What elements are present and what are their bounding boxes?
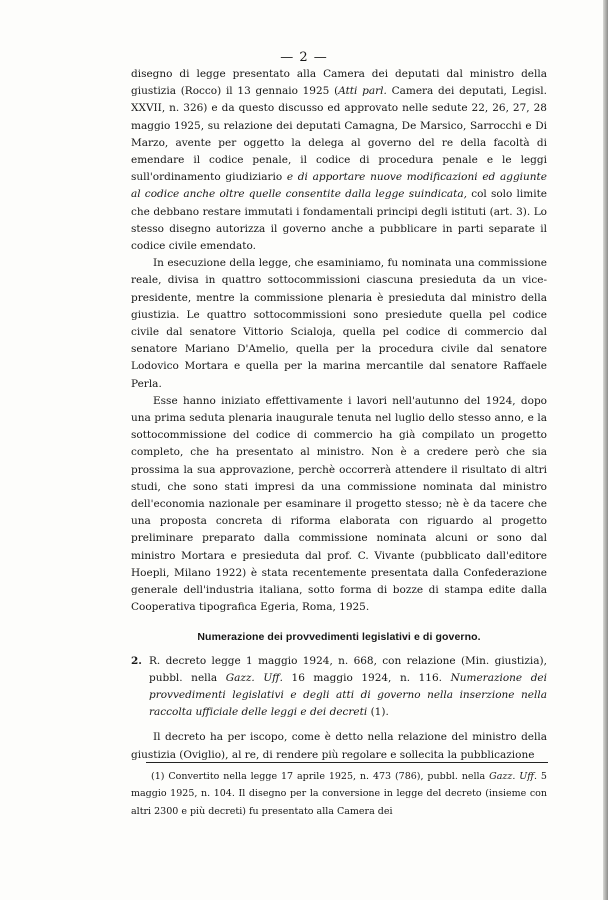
item-2-text-e: (1). bbox=[367, 706, 389, 719]
item-2-italic-title: Numerazione dei provvedimenti legislativi e degli atti di governo nella inserzione nella raccolta ufficiale delle leggi e dei decreti bbox=[149, 671, 548, 719]
p1-text-c: Camera dei deputati, Legisl. XXVII, n. 326) e da questo discusso ed approvato nelle sedute 22, 26, 27, 28 maggio 1925, su relazione dei deputati Camagna, De Marsico, Sarrocchi e Di Marzo, avente per oggetto la delega al governo del re della facoltà di emendare il codice penale, il codice di procedura penale e le leggi sull'ordinamento giudiziario bbox=[131, 85, 547, 184]
item-2 bbox=[131, 653, 547, 722]
footnote-text-c: 5 maggio 1925, n. 104. Il disegno per la conversione in legge del decreto (insieme con altri 2300 e più decreti) fu presentato alla Camera dei bbox=[131, 771, 547, 817]
paragraph-1 bbox=[131, 66, 547, 255]
item-2-text-c: 16 maggio 1924, n. 116. bbox=[282, 671, 451, 684]
footnote-1 bbox=[131, 768, 547, 820]
section-heading: Numerazione dei provvedimenti legislativi e di governo. bbox=[197, 630, 481, 643]
item-2-text-a: R. decreto legge 1 maggio 1924, n. 668, con relazione (Min. giustizia), pubbl. nella bbox=[149, 654, 547, 684]
footnote-italic-gazz: Gazz. Uff. bbox=[489, 771, 538, 782]
p1-italic-atti-parl: Atti parl. bbox=[338, 85, 387, 98]
p1-text-e: col solo limite che debbano restare immutati i fondamentali principi degli istituti (art. 3). Lo stesso disegno autorizza il governo anche a pubblicare in parti separate il codice civile emendato. bbox=[131, 188, 548, 253]
paragraph-3: Esse hanno iniziato effettivamente i lavori nell'autunno del 1924, dopo una prima seduta plenaria inaugurale tenuta nel luglio dello stesso anno, e la sottocommissione del codice di commercio ha già compilato un progetto completo, che ha presentato al ministro. Non è a credere però che sia prossima la sua approvazione, perchè occorrerà attendere il risultato di altri studi, che sono stati impresi da una commissione nominata dal ministro dell'economia nazionale per esaminare il progetto stesso; nè è da tacere che una proposta concreta di riforma elaborata con riguardo al progetto preliminare preparato dalla commissione nominata alcuni or sono dal ministro Mortara e presieduta dal prof. C. Vivante (pubblicato dall'editore Hoepli, Milano 1922) è stata recentemente presentata dalla Confederazione generale dell'industria italiana, sotto forma di bozze di stampa edite dalla Cooperativa tipografica Egeria, Roma, 1925. bbox=[131, 394, 547, 614]
item-2-italic-gazz: Gazz. Uff. bbox=[225, 671, 283, 684]
paragraph-4: Il decreto ha per iscopo, come è detto nella relazione del ministro della giustizia (Oviglio), al re, di rendere più regolare e sollecita la pubblicazione bbox=[131, 731, 547, 761]
page-number: — 2 — bbox=[280, 50, 328, 65]
paragraph-2: In esecuzione della legge, che esaminiamo, fu nominata una commissione reale, divisa in quattro sottocommissioni ciascuna presieduta da un vice-presidente, mentre la commissione plenaria è presieduta dal ministro della giustizia. Le quattro sottocommissioni sono presiedute quella pel codice civile dal senatore Vittorio Scialoja, quella pel codice di commercio dal senatore Mariano D'Amelio, quella per la procedura civile dal senatore Lodovico Mortara e quella per la marina mercantile dal senatore Raffaele Perla. bbox=[131, 257, 547, 390]
item-2-text bbox=[149, 653, 547, 722]
item-2-number: 2. bbox=[131, 654, 142, 667]
p1-text-a: disegno di legge presentato alla Camera dei deputati dal ministro della giustizia (Rocco) il 13 gennaio 1925 ( bbox=[131, 68, 547, 98]
page-edge bbox=[603, 0, 608, 900]
footnote bbox=[131, 768, 547, 820]
body-text bbox=[131, 66, 547, 764]
footnote-rule bbox=[146, 762, 548, 763]
p1-italic-clause: e di apportare nuove modificazioni ed aggiunte al codice anche oltre quelle consentite dalla legge suindicata, bbox=[131, 171, 547, 201]
item-2-paragraph bbox=[149, 653, 547, 722]
footnote-text-a: (1) Convertito nella legge 17 aprile 1925, n. 473 (786), pubbl. nella bbox=[151, 771, 490, 782]
